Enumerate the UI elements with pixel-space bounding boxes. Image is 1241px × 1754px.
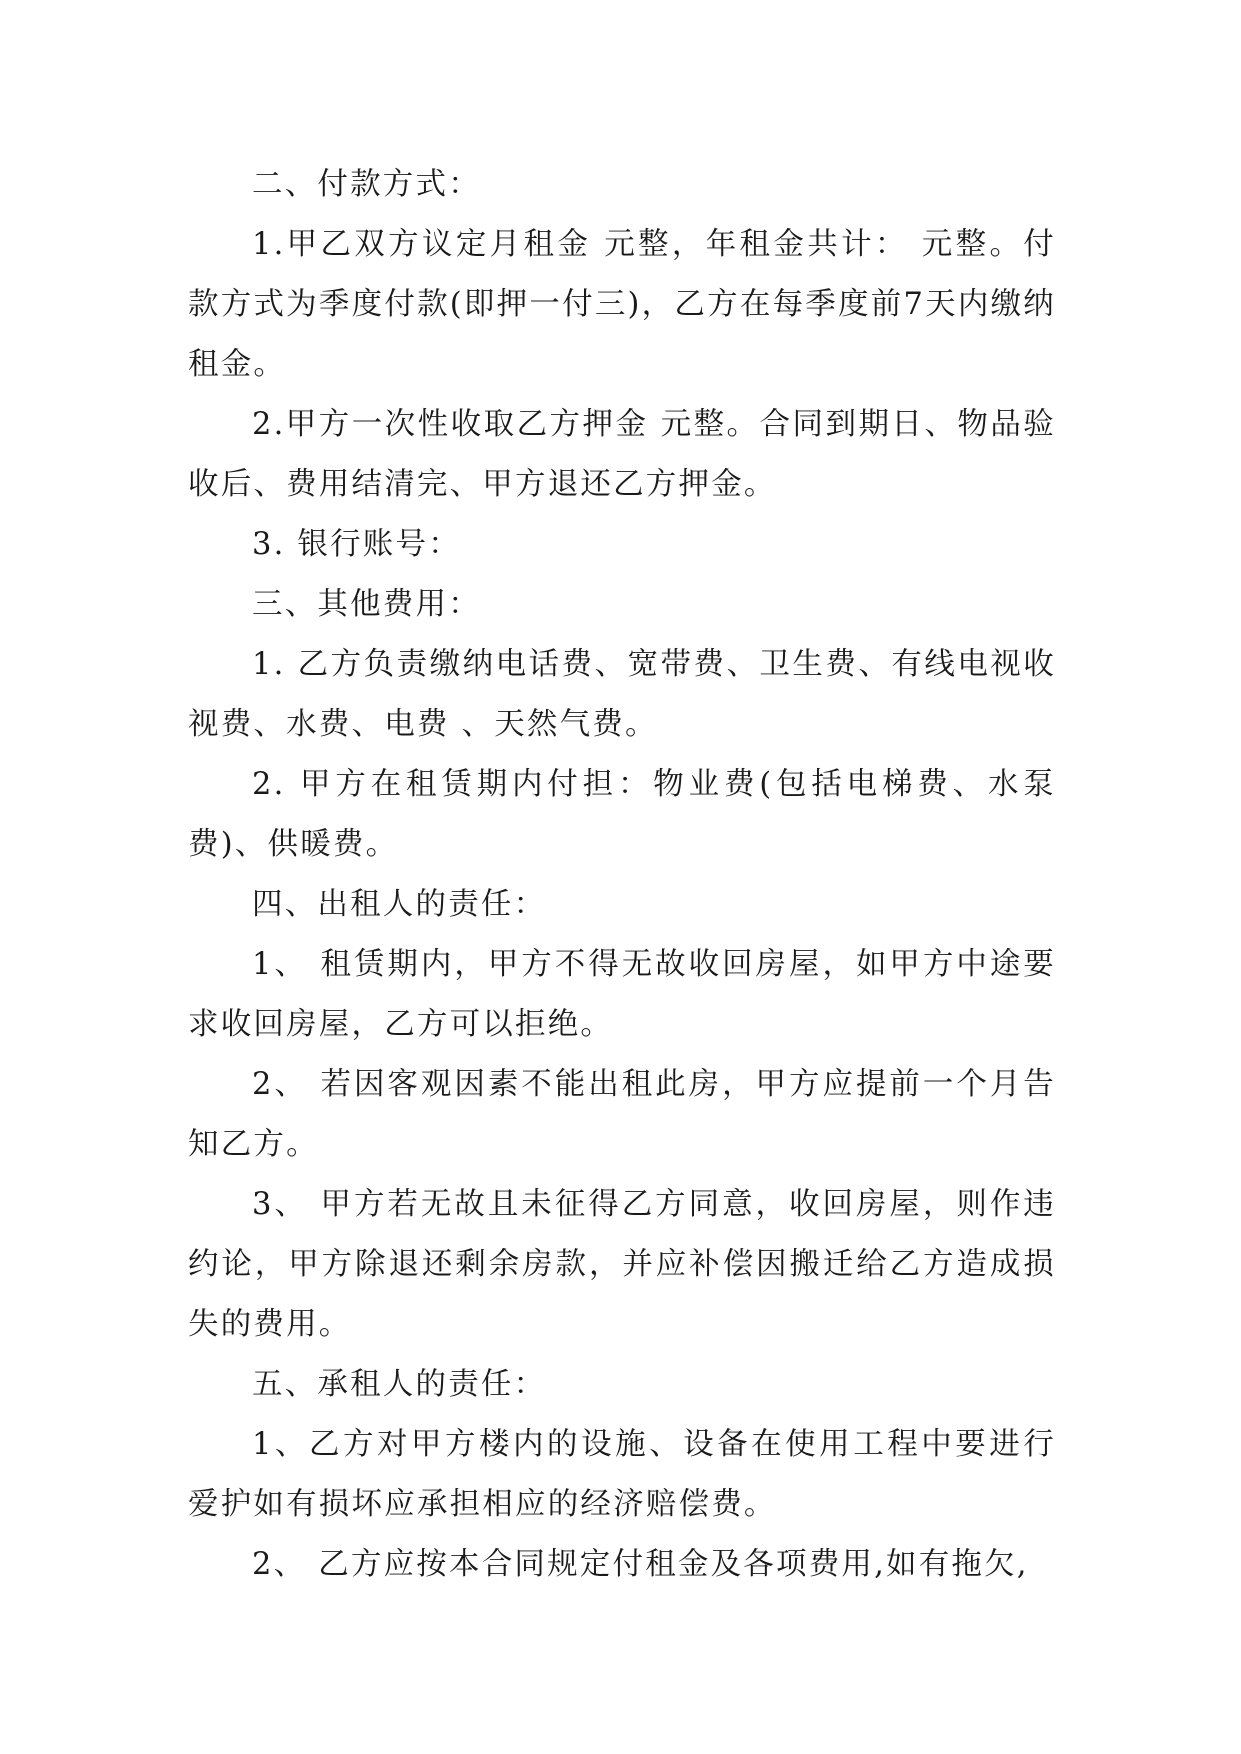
lessee-duties-clause-2: 2、 乙方应按本合同规定付租金及各项费用,如有拖欠, — [252, 1547, 1029, 1582]
section-heading-other-fees: 三、其他费用： — [252, 587, 481, 622]
section-heading-lessee-duties: 五、承租人的责任： — [252, 1367, 547, 1402]
lessor-duties-clause-3: 3、 甲方若无故且未征得乙方同意，收回房屋，则作违约论，甲方除退还剩余房款，并应补偿因搬迁给乙方造成损失的费用。 — [188, 1187, 1056, 1342]
payment-clause-1: 1.甲乙双方议定月租金 元整，年租金共计： 元整。付款方式为季度付款(即押一付三)，乙方在每季度前7天内缴纳租金。 — [188, 227, 1056, 382]
payment-clause-3: 3. 银行账号： — [252, 527, 461, 562]
payment-clause-2: 2.甲方一次性收取乙方押金 元整。合同到期日、物品验收后、费用结清完、甲方退还乙方押金。 — [188, 407, 1056, 502]
other-fees-clause-2: 2. 甲方在租赁期内付担：物业费(包括电梯费、水泵费)、供暖费。 — [188, 767, 1056, 862]
lessee-duties-clause-1: 1、乙方对甲方楼内的设施、设备在使用工程中要进行爱护如有损坏应承担相应的经济赔偿费。 — [188, 1427, 1056, 1522]
document-body — [188, 155, 1056, 1595]
section-heading-lessor-duties: 四、出租人的责任： — [252, 887, 547, 922]
lessor-duties-clause-1: 1、 租赁期内，甲方不得无故收回房屋，如甲方中途要求收回房屋，乙方可以拒绝。 — [188, 947, 1056, 1042]
section-heading-payment: 二、付款方式： — [252, 167, 481, 202]
lessor-duties-clause-2: 2、 若因客观因素不能出租此房，甲方应提前一个月告知乙方。 — [188, 1067, 1056, 1162]
other-fees-clause-1: 1. 乙方负责缴纳电话费、宽带费、卫生费、有线电视收视费、水费、电费 、天然气费。 — [188, 647, 1056, 742]
